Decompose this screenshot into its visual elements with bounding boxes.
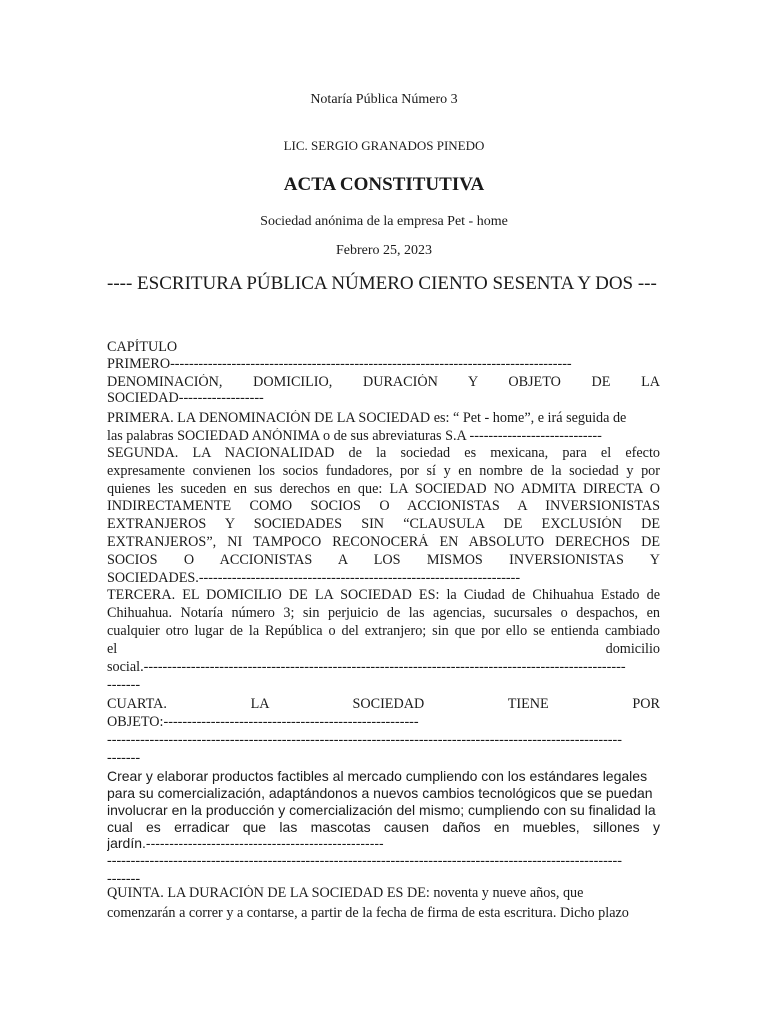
body-line: CAPÍTULO — [107, 339, 178, 355]
body-line: TERCERA. EL DOMICILIO DE LA SOCIEDAD ES: la Ciudad de Chihuahua Estado de — [107, 587, 660, 603]
body-line: ------- — [107, 677, 141, 693]
body-line: INDIRECTAMENTE COMO SOCIOS O ACCIONISTAS A INVERSIONISTAS — [107, 498, 660, 514]
escritura-heading: ---- ESCRITURA PÚBLICA NÚMERO CIENTO SESENTA Y DOS --- — [107, 273, 657, 294]
body-line: las palabras SOCIEDAD ANÓNIMA o de sus abreviaturas S.A ---------------------------- — [107, 428, 602, 444]
document-subtitle: Sociedad anónima de la empresa Pet - home — [260, 214, 508, 229]
body-line: PRIMERO------------------------------------------------------------------------------------- — [107, 356, 572, 372]
body-line: el domicilio — [107, 641, 660, 657]
body-line: cual es erradicar que las mascotas causen daños en muebles, sillones y — [107, 819, 660, 835]
body-line: SOCIOS O ACCIONISTAS A LOS MISMOS INVERSIONISTAS Y — [107, 552, 660, 568]
body-line: SOCIEDADES.-------------------------------------------------------------------- — [107, 570, 521, 586]
body-line: social.------------------------------------------------------------------------------------------------------ — [107, 659, 626, 675]
body-line: SOCIEDAD------------------ — [107, 390, 264, 406]
body-line: ------------------------------------------------------------------------------------------------------------- — [107, 853, 622, 869]
body-line: jardín.--------------------------------------------------- — [107, 835, 384, 851]
body-line: EXTRANJEROS”, NI TAMPOCO RECONOCERÁ EN ABSOLUTO DERECHOS DE — [107, 534, 660, 550]
body-line: SEGUNDA. LA NACIONALIDAD de la sociedad es mexicana, para el efecto — [107, 445, 660, 461]
body-line: comenzarán a correr y a contarse, a partir de la fecha de firma de esta escritura. Dicho plazo — [107, 905, 629, 921]
document-date: Febrero 25, 2023 — [335, 243, 433, 258]
body-line: EXTRANJEROS Y SOCIEDADES SIN “CLAUSULA DE EXCLUSIÓN DE — [107, 516, 660, 532]
body-line: CUARTA. LA SOCIEDAD TIENE POR — [107, 696, 660, 712]
body-line: involucrar en la producción y comercialización del mismo; cumpliendo con su finalidad la — [107, 802, 656, 818]
body-line: quienes les suceden en sus derechos en que: LA SOCIEDAD NO ADMITA DIRECTA O — [107, 481, 660, 497]
body-line: PRIMERA. LA DENOMINACIÓN DE LA SOCIEDAD es: “ Pet - home”, e irá seguida de — [107, 410, 627, 426]
body-line: cualquier otro lugar de la República o del extranjero; sin que por ello se entienda cambiado — [107, 623, 660, 639]
body-line: Chihuahua. Notaría número 3; sin perjuicio de las agencias, sucursales o despachos, en — [107, 605, 660, 621]
body-line: DENOMINACIÓN, DOMICILIO, DURACIÓN Y OBJETO DE LA — [107, 374, 660, 390]
body-line: ------- — [107, 871, 141, 887]
body-line: para su comercialización, adaptándonos a nuevos cambios tecnológicos que se puedan — [107, 785, 653, 801]
body-line: expresamente convienen los socios fundadores, por sí y en nombre de la sociedad y por — [107, 463, 660, 479]
notaria-heading: Notaría Pública Número 3 — [310, 92, 458, 107]
body-line: ------------------------------------------------------------------------------------------------------------- — [107, 732, 622, 748]
body-line: Crear y elaborar productos factibles al mercado cumpliendo con los estándares legales — [107, 768, 648, 784]
body-line: OBJETO:------------------------------------------------------ — [107, 714, 419, 730]
document-title: ACTA CONSTITUTIVA — [283, 174, 485, 195]
notary-name: LIC. SERGIO GRANADOS PINEDO — [283, 138, 485, 153]
body-line: ------- — [107, 750, 141, 766]
body-line: QUINTA. LA DURACIÓN DE LA SOCIEDAD ES DE: noventa y nueve años, que — [107, 885, 584, 901]
